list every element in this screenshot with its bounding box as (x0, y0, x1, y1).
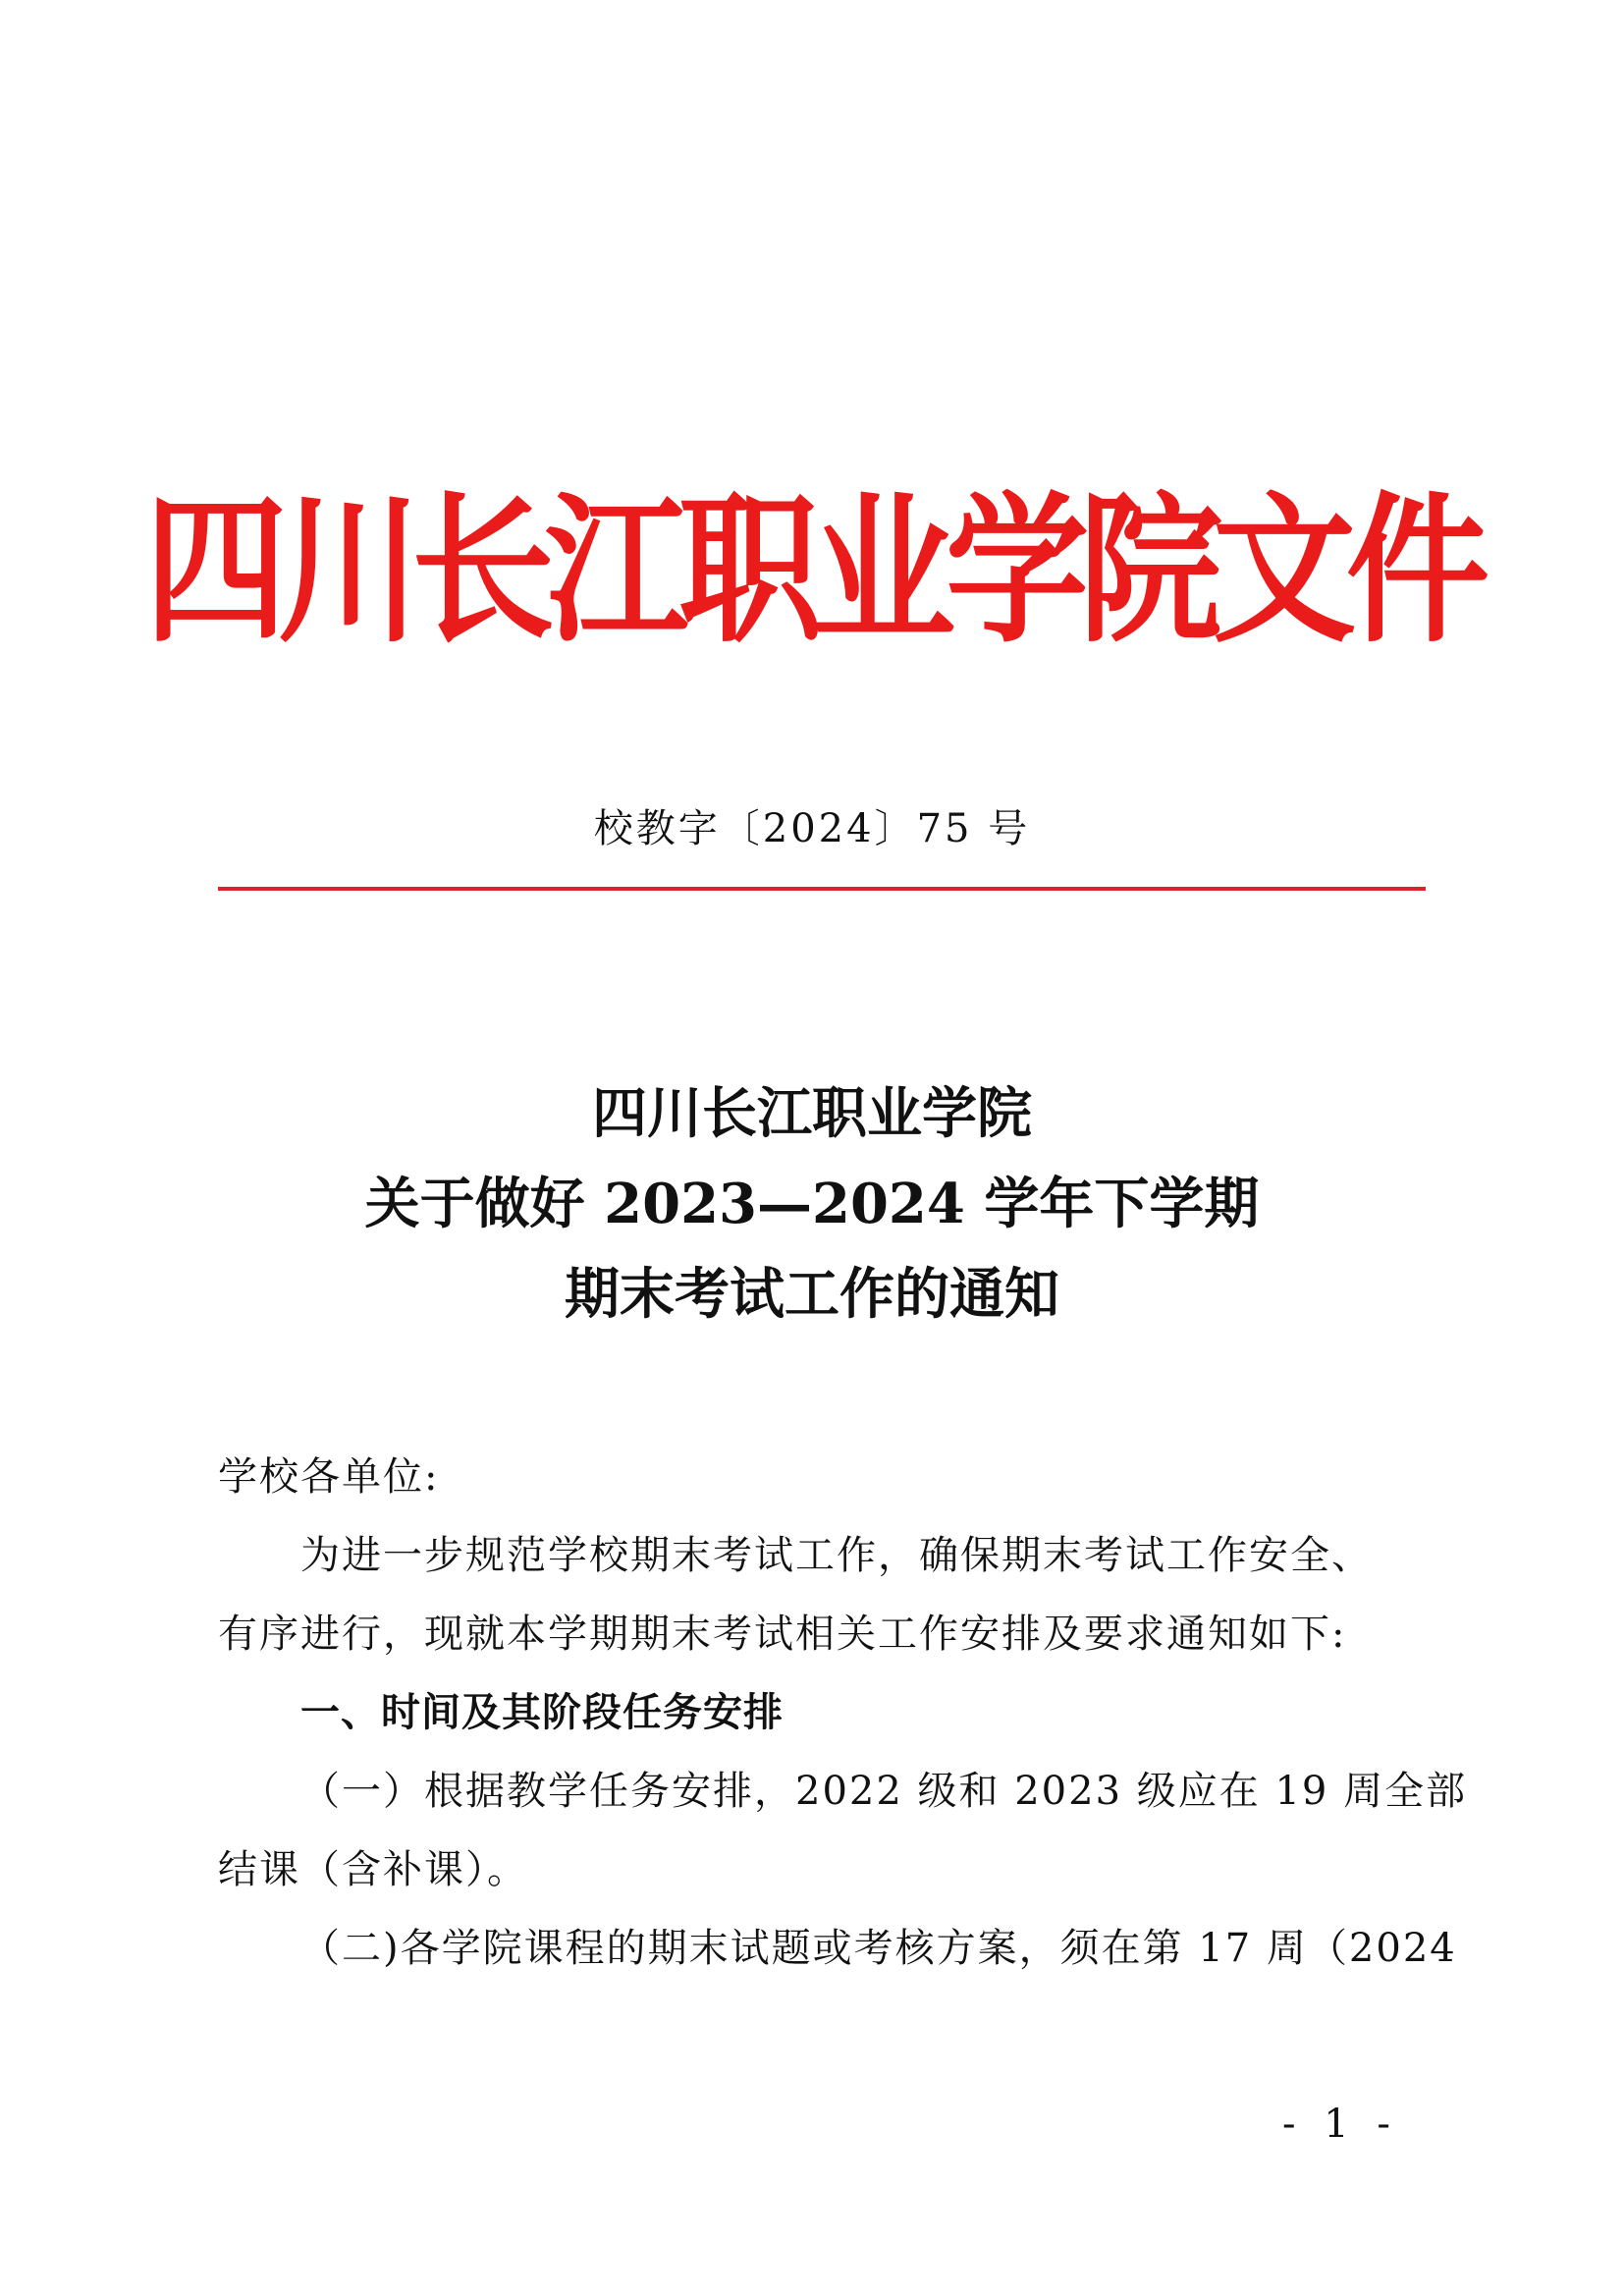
intro-paragraph-line-2: 有序进行，现就本学期期末考试相关工作安排及要求通知如下: (218, 1612, 1347, 1657)
document-number: 校教字〔2024〕75 号 (593, 806, 1031, 851)
page-number: - 1 - (1282, 2102, 1398, 2147)
item-2-line-1: （二)各学院课程的期末试题或考核方案，须在第 17 周（2024 (300, 1926, 1457, 1971)
intro-paragraph-line-1: 为进一步规范学校期末考试工作，确保期末考试工作安全、 (300, 1533, 1373, 1578)
title-line-1: 四川长江职业学院 (592, 1081, 1032, 1146)
section-heading: 一、时间及其阶段任务安排 (300, 1690, 784, 1735)
notice-title (0, 1068, 1624, 1339)
title-line-2: 关于做好 2023—2024 学年下学期 (364, 1172, 1260, 1236)
salutation: 学校各单位: (218, 1454, 440, 1500)
red-separator-rule (218, 887, 1426, 891)
title-line-3: 期末考试工作的通知 (565, 1262, 1059, 1327)
masthead-title: 四川长江职业学院文件 (144, 476, 1480, 665)
item-1-line-2: 结课（含补课）。 (218, 1847, 528, 1892)
item-1-line-1: （一）根据教学任务安排，2022 级和 2023 级应在 19 周全部 (300, 1769, 1468, 1814)
notice-body (218, 1438, 1468, 1988)
